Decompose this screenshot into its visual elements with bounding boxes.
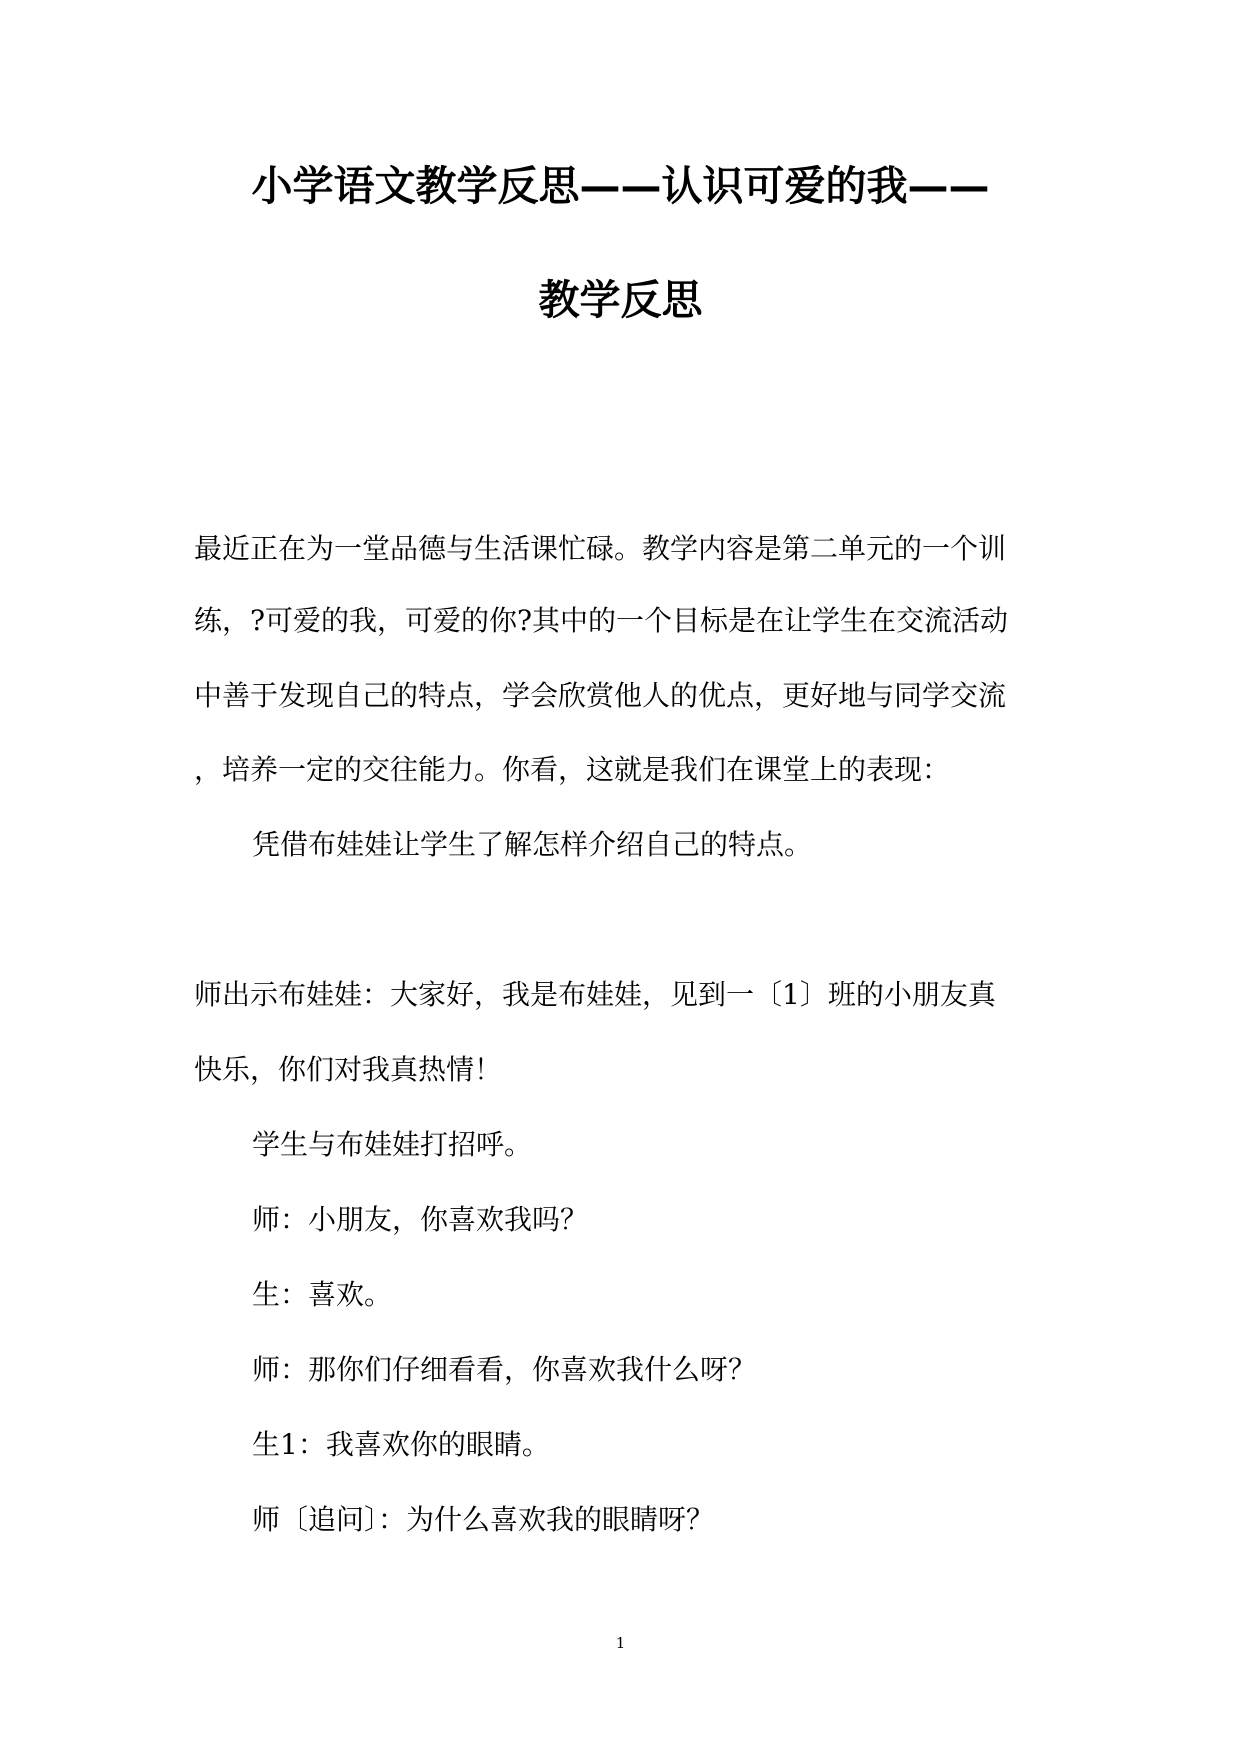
paragraph-line: 凭借布娃娃让学生了解怎样介绍自己的特点。 <box>252 828 813 861</box>
paragraph-line: 生：喜欢。 <box>252 1278 393 1311</box>
paragraph-line: 师：小朋友，你喜欢我吗？ <box>252 1203 589 1236</box>
paragraph-line: 学生与布娃娃打招呼。 <box>252 1128 533 1161</box>
paragraph-line: 练，?可爱的我，可爱的你?其中的一个目标是在让学生在交流活动 <box>194 604 1009 637</box>
paragraph-line: 中善于发现自己的特点，学会欣赏他人的优点，更好地与同学交流 <box>194 679 1007 712</box>
paragraph-line: 师出示布娃娃：大家好，我是布娃娃，见到一〔1〕班的小朋友真 <box>194 978 996 1011</box>
paragraph-line: 快乐，你们对我真热情！ <box>194 1053 503 1086</box>
paragraph-line: 师〔追问〕：为什么喜欢我的眼睛呀？ <box>252 1503 715 1536</box>
document-title-line-1: 小学语文教学反思——认识可爱的我—— <box>251 162 990 210</box>
paragraph-line: ，培养一定的交往能力。你看，这就是我们在课堂上的表现： <box>194 753 951 786</box>
paragraph-line: 最近正在为一堂品德与生活课忙碌。教学内容是第二单元的一个训 <box>194 532 1007 565</box>
paragraph-line: 生1：我喜欢你的眼睛。 <box>252 1428 550 1461</box>
paragraph-line: 师：那你们仔细看看，你喜欢我什么呀？ <box>252 1353 757 1386</box>
document-title-line-2: 教学反思 <box>538 276 703 324</box>
page-number: 1 <box>615 1634 626 1652</box>
